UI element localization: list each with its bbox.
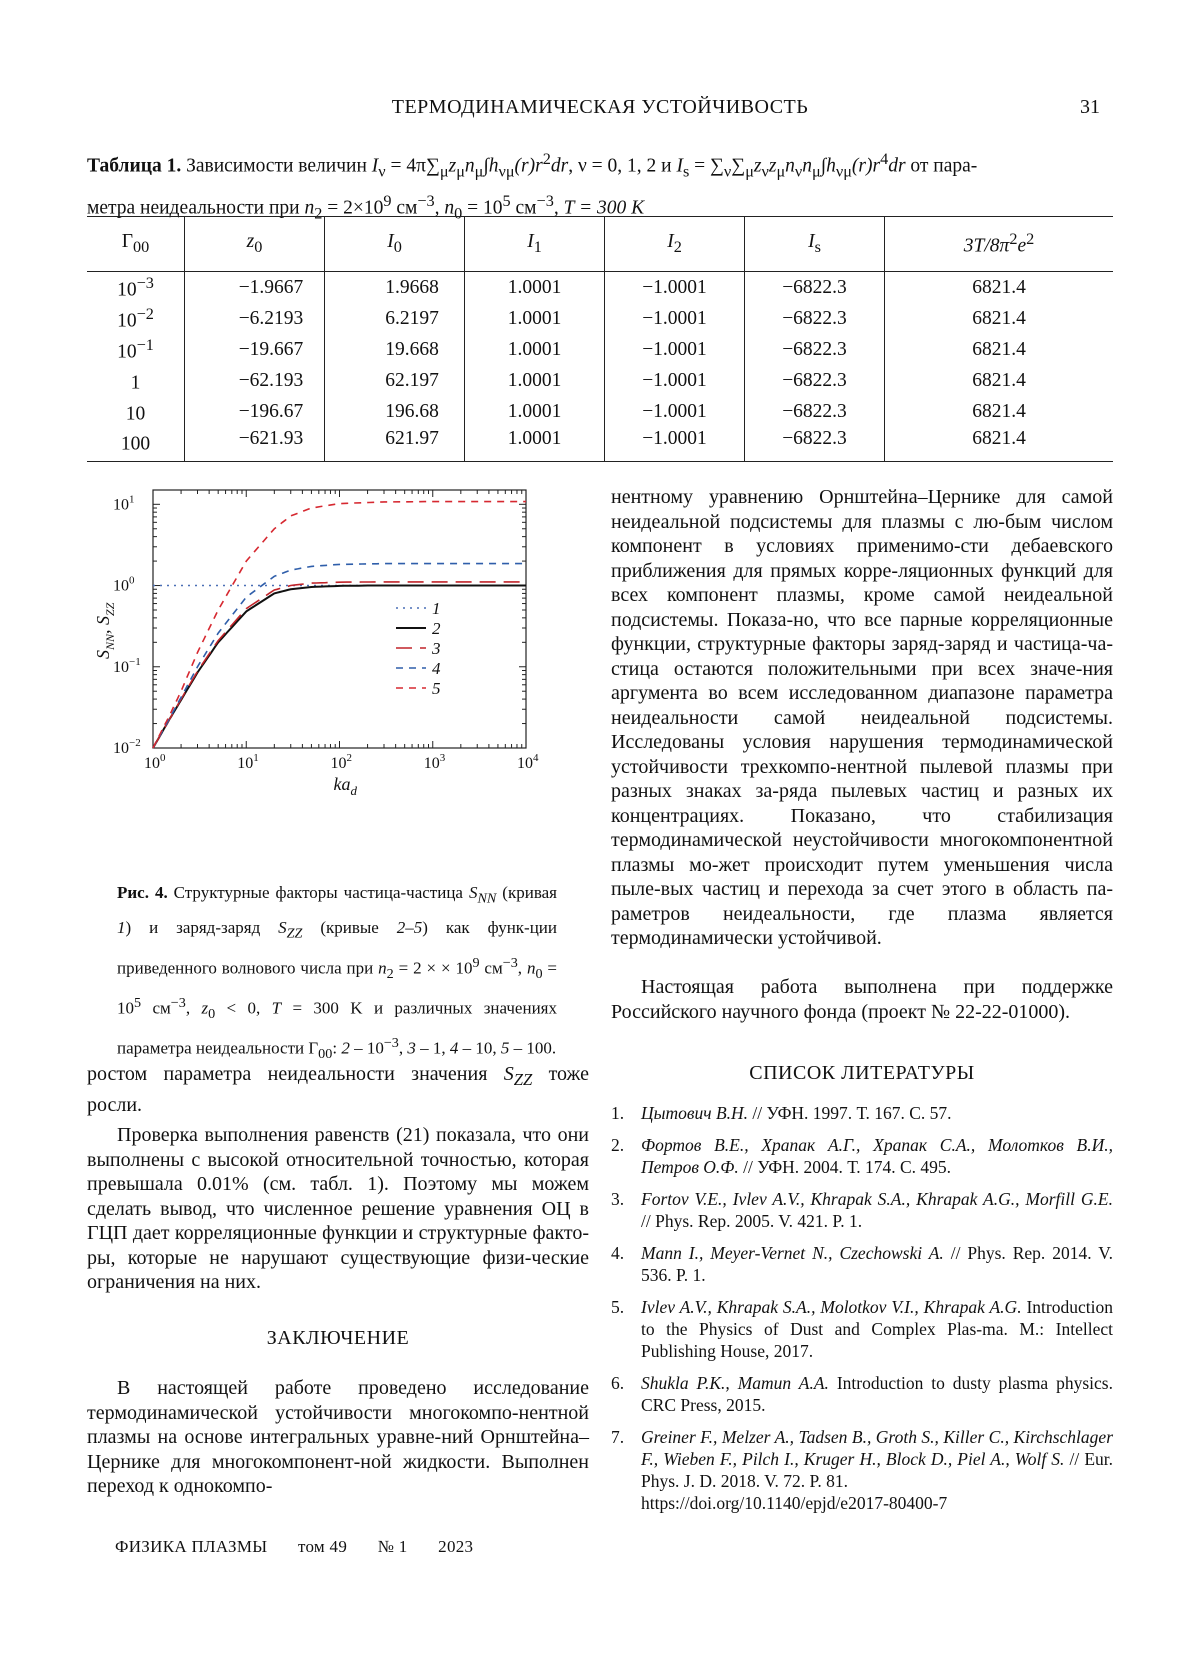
footer-journal: ФИЗИКА ПЛАЗМЫ bbox=[115, 1537, 268, 1556]
formula-symbol: n bbox=[304, 197, 315, 219]
data-table bbox=[87, 216, 1113, 462]
reference-source: // Phys. Rep. 2014. V. 536. P. 1. bbox=[641, 1243, 1113, 1285]
reference-number: 1. bbox=[611, 1103, 625, 1123]
cell-i2: −1.0001 bbox=[605, 303, 745, 334]
footer-issue: № 1 bbox=[377, 1537, 408, 1556]
plot-frame bbox=[153, 490, 526, 748]
cell-i1: 1.0001 bbox=[465, 272, 605, 304]
series-5-line bbox=[153, 502, 526, 748]
cell-gamma: 10 bbox=[125, 403, 146, 425]
cell-i1: 1.0001 bbox=[465, 396, 605, 427]
running-title: ТЕРМОДИНАМИЧЕСКАЯ УСТОЙЧИВОСТЬ bbox=[391, 96, 809, 118]
header-i1: $I_1$ bbox=[465, 217, 605, 272]
cell-i0: 19.668 bbox=[325, 334, 465, 365]
cell-is: −6822.3 bbox=[745, 334, 885, 365]
reference-authors: Fortov V.E., Ivlev A.V., Khrapak S.A., Khrapak A.G., Morfill G.E. bbox=[641, 1189, 1113, 1209]
formula-symbol: ∫h bbox=[483, 155, 499, 177]
formula-symbol: , n bbox=[434, 197, 455, 219]
cell-i2: −1.0001 bbox=[605, 427, 745, 462]
formula-symbol: n bbox=[464, 155, 475, 177]
formula-sub: s bbox=[682, 162, 690, 181]
legend-label-2: 2 bbox=[432, 619, 441, 638]
formula-part: ∑ bbox=[731, 155, 746, 177]
references-list bbox=[611, 1102, 1113, 1524]
reference-number: 6. bbox=[611, 1373, 625, 1393]
cell-gamma: 100 bbox=[87, 427, 185, 462]
formula-symbol: , T = 300 K bbox=[553, 197, 645, 219]
cell-ratio: 6821.4 bbox=[885, 427, 1114, 462]
cell-gamma: $10^{-1}$ bbox=[117, 335, 154, 363]
reference-source: // Phys. Rep. 2005. V. 421. P. 1. bbox=[641, 1211, 863, 1231]
cell-ratio: 6821.4 bbox=[885, 272, 1114, 304]
cell-z0: −196.67 bbox=[185, 396, 325, 427]
cell-gamma: 1 bbox=[130, 372, 141, 394]
cell-ratio: 6821.4 bbox=[885, 365, 1114, 396]
cell-z0: −621.93 bbox=[185, 427, 325, 462]
formula-sub: ν bbox=[761, 162, 769, 181]
reference-source: Introduction to dusty plasma physics. CRC Press, 2015. bbox=[641, 1373, 1113, 1415]
cell-is: −6822.3 bbox=[745, 272, 885, 304]
cell-z0: −6.2193 bbox=[185, 303, 325, 334]
header-i2: $I_2$ bbox=[605, 217, 745, 272]
formula-sub: 2 bbox=[314, 204, 323, 223]
reference-authors: Shukla P.K., Mamun A.A. bbox=[641, 1373, 829, 1393]
y-tick-label: $10^0$ bbox=[113, 574, 135, 595]
cell-i1: 1.0001 bbox=[465, 427, 605, 462]
reference-number: 2. bbox=[611, 1135, 625, 1155]
caption-text: Зависимости величин bbox=[186, 155, 367, 177]
formula-symbol: n bbox=[802, 155, 813, 177]
y-tick-label: $10^{-2}$ bbox=[113, 737, 141, 757]
reference-authors: Ivlev A.V., Khrapak S.A., Molotkov V.I., Khrapak A.G. bbox=[641, 1297, 1022, 1317]
references-heading: СПИСОК ЛИТЕРАТУРЫ bbox=[749, 1062, 975, 1084]
y-tick-label: $10^1$ bbox=[113, 493, 135, 514]
footer-volume: том 49 bbox=[297, 1537, 348, 1556]
figure-caption: Рис. 4. Структурные факторы частица-частица $S_{NN}$ (кривая 1) и заряд-заряд $S_{ZZ}$ (кривые 2–5) как функ-ции приведенного волнового числа при $n_2 = 2$ × × $10^9$ $см^{-3}$, $n_0 = 10^5$ $см^{-3}$, $z_0 < 0$, T = 300 K и различных значениях параметра неидеальности $\Gamma_{00}$: $2 - 10^{-3}$, 3 – 1, 4 – 10, 5 – 100. bbox=[117, 883, 558, 1062]
reference-item bbox=[611, 1426, 1113, 1514]
table-row bbox=[87, 396, 1113, 427]
journal-footer bbox=[115, 1537, 499, 1557]
body-text-left-2: Проверка выполнения равенств (21) показала, что они выполнены с высокой относительной точностью, которая превышала 0.01% (см. табл. 1). Поэтому мы можем сделать вывод, что численное решение уравнения ОЦ в ГЦП дает корреляционные функции и структурные факто-ры, которые не нарушают существующие физи-ческие ограничения на них. bbox=[87, 1124, 589, 1293]
reference-source: // Eur. Phys. J. D. 2018. V. 72. P. 81. bbox=[641, 1449, 1114, 1491]
header-i0: $I_0$ bbox=[325, 217, 465, 272]
x-tick-label: $10^1$ bbox=[237, 752, 259, 772]
body-text-right: нентному уравнению Орнштейна–Цернике для самой неидеальной подсистемы для плазмы с лю-бым числом компонент в условиях применимо-сти дебаевского приближения для прямых корре-ляционных функций для всех компонент плазмы, кроме самой неидеальной подсистемы. Показа-но, что все парные корреляционные функции, структурные факторы заряд-заряд и частица-ча-стица остаются положительными при всех значе-ния аргумента во всем исследованном диапазоне параметра неидеальности самой неидеальной подсистемы. Исследованы условия нарушения термодинамической устойчивости трехкомпо-нентной пылевой плазмы при разных знаках за-ряда пылевых частиц и разных их концентрациях. Показано, что стабилизация термодинамической неустойчивости многокомпонентной плазмы мо-жет происходит путем уменьшения числа пыле-вых частиц и перехода за счет этого в область па-раметров неидеальности, где плазма является термодинамически устойчивой. bbox=[611, 486, 1113, 949]
table-row bbox=[87, 334, 1113, 365]
conclusion-text: В настоящей работе проведено исследование термодинамической устойчивости многокомпо-нентной плазмы на основе интегральных уравне-ний Орнштейна–Цернике для многокомпонент-ной жидкости. Выполнен переход к однокомпо- bbox=[87, 1377, 589, 1497]
formula-sub: νμ bbox=[498, 162, 515, 181]
reference-authors: Greiner F., Melzer A., Tadsen B., Groth S., Killer C., Kirchschlager F., Wieben F., Pilch I., Kruger H., Block D., Piel A., Wolf S. bbox=[641, 1427, 1113, 1469]
formula-sub: 0 bbox=[454, 204, 463, 223]
conclusion-heading: ЗАКЛЮЧЕНИЕ bbox=[266, 1327, 410, 1349]
cell-i2: −1.0001 bbox=[605, 334, 745, 365]
cell-ratio: 6821.4 bbox=[885, 303, 1114, 334]
formula-symbol: (r)r bbox=[514, 155, 543, 177]
formula-sub: ν bbox=[794, 162, 803, 181]
cell-i1: 1.0001 bbox=[465, 303, 605, 334]
cell-i2: −1.0001 bbox=[605, 272, 745, 304]
reference-number: 5. bbox=[611, 1297, 625, 1317]
formula-sup: −3 bbox=[536, 192, 554, 211]
page-number: 31 bbox=[1080, 96, 1100, 118]
figure-label: Рис. 4. bbox=[117, 883, 168, 902]
reference-source: // УФН. 1997. Т. 167. С. 57. bbox=[748, 1103, 952, 1123]
reference-item bbox=[611, 1242, 1113, 1286]
formula-symbol: I bbox=[676, 155, 683, 177]
reference-item bbox=[611, 1188, 1113, 1232]
reference-authors: Цытович В.Н. bbox=[641, 1103, 749, 1123]
formula-symbol: ∫h bbox=[820, 155, 836, 177]
formula-sup: 4 bbox=[880, 150, 889, 168]
table-header-row bbox=[87, 217, 1113, 272]
formula-sub: ν bbox=[378, 162, 386, 181]
legend-label-5: 5 bbox=[432, 679, 441, 698]
cell-i2: −1.0001 bbox=[605, 396, 745, 427]
reference-source: Introduction to the Physics of Dust and Complex Plas-ma. M.: Intellect Publishing House, 2017. bbox=[641, 1297, 1113, 1361]
formula-symbol: dr bbox=[550, 155, 569, 177]
cell-is: −6822.3 bbox=[745, 365, 885, 396]
formula-sub: μ bbox=[474, 162, 484, 181]
x-tick-label: $10^0$ bbox=[144, 752, 166, 772]
formula-sub: μ bbox=[439, 162, 449, 181]
formula-part: = 2×10 bbox=[322, 197, 384, 219]
reference-authors: Mann I., Meyer-Vernet N., Czechowski A. bbox=[641, 1243, 944, 1263]
formula-sub: νμ bbox=[835, 162, 852, 181]
formula-symbol: z bbox=[753, 155, 762, 177]
table-row bbox=[87, 303, 1113, 334]
table-label: Таблица 1. bbox=[87, 155, 182, 177]
reference-number: 7. bbox=[611, 1427, 625, 1447]
caption-text: от пара- bbox=[905, 155, 978, 177]
cell-i0: 6.2197 bbox=[325, 303, 465, 334]
formula-sub: μ bbox=[456, 162, 465, 181]
body-text-left-1: ростом параметра неидеальности значения $S_{ZZ}$ тоже росли. bbox=[87, 1063, 589, 1116]
cell-i1: 1.0001 bbox=[465, 334, 605, 365]
table-row bbox=[87, 272, 1113, 304]
cell-i2: −1.0001 bbox=[605, 365, 745, 396]
formula-sup: −3 bbox=[417, 192, 435, 211]
y-axis-label: $S_{NN}$, $S_{ZZ}$ bbox=[93, 602, 117, 659]
reference-item bbox=[611, 1372, 1113, 1416]
acknowledgment-text: Настоящая работа выполнена при поддержке Российского научного фонда (проект № 22-22-01000). bbox=[611, 976, 1113, 1023]
x-tick-label: $10^3$ bbox=[423, 752, 446, 772]
legend-label-1: 1 bbox=[432, 599, 441, 618]
cell-z0: −62.193 bbox=[185, 365, 325, 396]
cell-ratio: 6821.4 bbox=[885, 396, 1114, 427]
formula-symbol: z bbox=[448, 155, 457, 177]
reference-number: 3. bbox=[611, 1189, 625, 1209]
cell-gamma: $10^{-3}$ bbox=[117, 273, 154, 301]
reference-item bbox=[611, 1296, 1113, 1362]
formula-sup: 2 bbox=[542, 150, 551, 168]
caption-text: метра неидеальности при bbox=[87, 197, 305, 219]
cell-z0: −19.667 bbox=[185, 334, 325, 365]
header-is: $I_s$ bbox=[745, 217, 885, 272]
formula-sup: 9 bbox=[383, 192, 392, 211]
formula-part: , ν = 0, 1, 2 и bbox=[568, 155, 677, 177]
header-z0: $z_0$ bbox=[185, 217, 325, 272]
x-axis-label: $ka_d$ bbox=[333, 774, 357, 798]
formula-part: см bbox=[391, 197, 418, 219]
reference-source: // УФН. 2004. Т. 174. С. 495. bbox=[738, 1157, 952, 1177]
x-tick-label: $10^4$ bbox=[517, 752, 539, 772]
legend-label-4: 4 bbox=[432, 659, 441, 678]
series-2-line bbox=[153, 586, 526, 749]
reference-doi-link[interactable]: https://doi.org/10.1140/epjd/e2017-80400-7 bbox=[641, 1493, 948, 1513]
formula-part: = ∑ bbox=[689, 155, 724, 177]
formula-symbol: (r)r bbox=[851, 155, 881, 177]
formula-sub: μ bbox=[776, 162, 786, 181]
cell-is: −6822.3 bbox=[745, 396, 885, 427]
formula-symbol: z bbox=[768, 155, 777, 177]
series-3-line bbox=[153, 582, 526, 748]
cell-ratio: 6821.4 bbox=[885, 334, 1114, 365]
reference-item bbox=[611, 1134, 1113, 1178]
formula-sub: μ bbox=[745, 162, 754, 181]
legend-label-3: 3 bbox=[432, 639, 441, 658]
x-tick-label: $10^2$ bbox=[330, 752, 352, 772]
formula-symbol: dr bbox=[888, 155, 906, 177]
table-row bbox=[87, 427, 1113, 462]
formula-symbol: n bbox=[785, 155, 795, 177]
cell-z0: −1.9667 bbox=[185, 272, 325, 304]
cell-i0: 621.97 bbox=[325, 427, 465, 462]
cell-i0: 196.68 bbox=[325, 396, 465, 427]
header-ratio: $3T/8\pi^2e^2$ bbox=[885, 217, 1114, 272]
formula-symbol: I bbox=[371, 155, 379, 177]
y-tick-label: $10^{-1}$ bbox=[113, 655, 141, 676]
reference-item bbox=[611, 1102, 1113, 1124]
formula-part: = 10 bbox=[462, 197, 503, 219]
cell-i0: 62.197 bbox=[325, 365, 465, 396]
cell-is: −6822.3 bbox=[745, 427, 885, 462]
cell-i1: 1.0001 bbox=[465, 365, 605, 396]
footer-year: 2023 bbox=[438, 1537, 474, 1556]
reference-number: 4. bbox=[611, 1243, 625, 1263]
formula-sub: ν bbox=[723, 162, 732, 181]
formula-sub: μ bbox=[812, 162, 821, 181]
reference-authors: Фортов В.Е., Храпак А.Г., Храпак С.А., Молотков В.И., Петров О.Ф. bbox=[641, 1135, 1113, 1177]
header-gamma: $\Gamma_{00}$ bbox=[87, 217, 185, 272]
formula-part: см bbox=[510, 197, 537, 219]
cell-is: −6822.3 bbox=[745, 303, 885, 334]
formula-sup: 5 bbox=[502, 192, 511, 211]
cell-gamma: $10^{-2}$ bbox=[117, 304, 154, 332]
table-row bbox=[87, 365, 1113, 396]
formula-part: = 4π∑ bbox=[385, 155, 440, 177]
structure-factor-chart bbox=[93, 478, 586, 858]
cell-i0: 1.9668 bbox=[325, 272, 465, 304]
